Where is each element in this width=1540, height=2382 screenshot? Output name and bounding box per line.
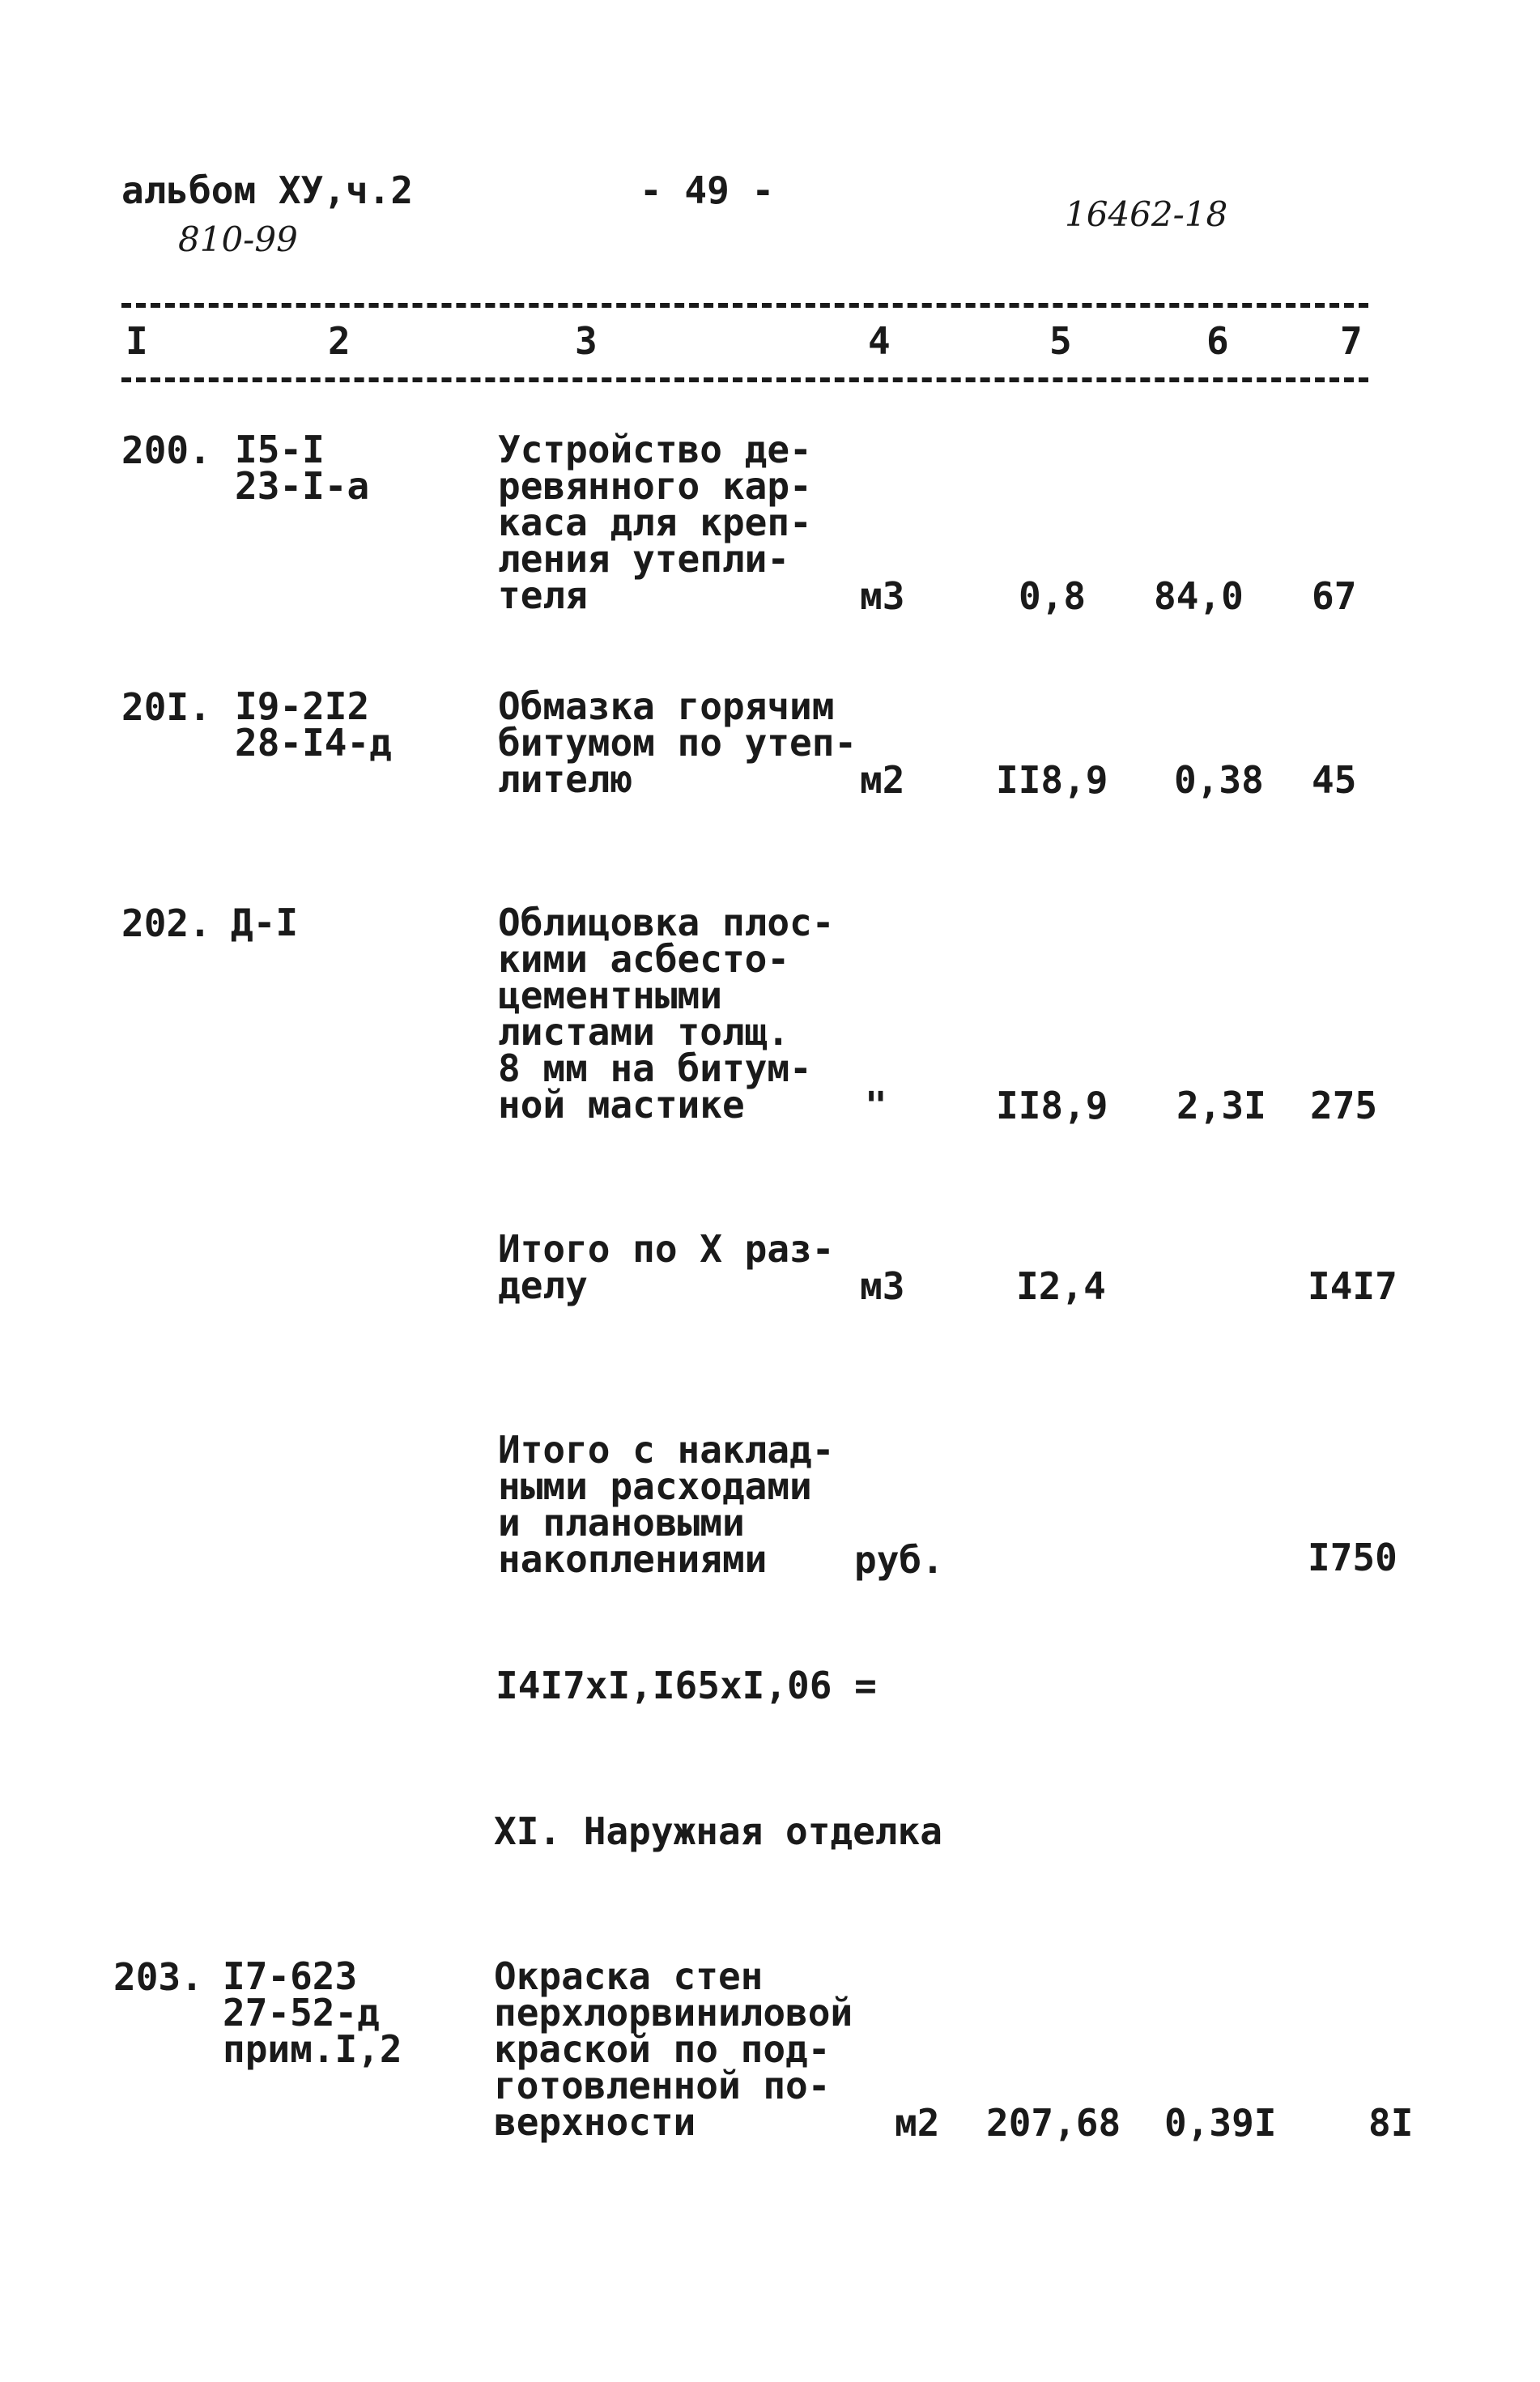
row-unit-price: 0,39I <box>1164 2101 1277 2145</box>
column-header-4: 4 <box>868 319 891 363</box>
row-codes: Д-I <box>231 901 299 944</box>
column-header-1: I <box>125 319 148 363</box>
row-quantity: II8,9 <box>996 758 1108 802</box>
row-total: 67 <box>1312 574 1357 618</box>
overhead-unit: руб. <box>854 1538 944 1582</box>
album-reference: альбом ХУ,ч.2 <box>121 168 414 212</box>
subtotal-description: Итого по X раз- делу <box>498 1227 835 1307</box>
row-unit-ditto: " <box>865 1084 887 1127</box>
handwritten-note-right: 16462-18 <box>1065 194 1228 234</box>
calculation-formula: I4I7xI,I65xI,06 = <box>496 1664 877 1707</box>
row-codes: I5-I 23-I-а <box>235 428 370 508</box>
column-header-2: 2 <box>328 319 351 363</box>
row-unit-price: 84,0 <box>1154 574 1244 618</box>
column-header-6: 6 <box>1206 319 1229 363</box>
row-total: 8I <box>1368 2101 1414 2145</box>
row-total: 45 <box>1312 758 1357 802</box>
column-header-3: 3 <box>575 319 598 363</box>
subtotal-quantity: I2,4 <box>1016 1264 1106 1308</box>
section-title: XI. Наружная отделка <box>494 1809 942 1853</box>
column-header-5: 5 <box>1049 319 1072 363</box>
row-description: Обмазка горячим битумом по утеп- лителю <box>498 684 857 801</box>
page-number: - 49 - <box>640 168 775 212</box>
row-codes: I9-2I2 28-I4-д <box>235 684 392 765</box>
row-unit: м2 <box>860 758 905 802</box>
row-description: Устройство де- ревянного кар- каса для креп- ления утепли- теля <box>498 428 812 617</box>
row-number: 20I. <box>121 685 211 729</box>
row-quantity: 0,8 <box>1019 574 1087 618</box>
row-number: 200. <box>121 428 211 472</box>
overhead-description: Итого с наклад- ными расходами и плановыми накоплениями <box>498 1428 835 1581</box>
row-unit-price: 0,38 <box>1174 758 1264 802</box>
row-number: 203. <box>113 1955 203 1999</box>
overhead-total: I750 <box>1308 1536 1397 1579</box>
column-header-7: 7 <box>1340 319 1363 363</box>
row-number: 202. <box>121 901 211 945</box>
row-unit: м3 <box>860 574 905 618</box>
header-rule-bottom <box>121 377 1368 382</box>
row-quantity: II8,9 <box>996 1084 1108 1127</box>
row-total: 275 <box>1310 1084 1378 1127</box>
row-description: Облицовка плос- кими асбесто- цементными листами толщ. 8 мм на битум- ной мастике <box>498 901 835 1127</box>
header-rule-top <box>121 303 1368 308</box>
row-unit-price: 2,3I <box>1176 1084 1266 1127</box>
subtotal-total: I4I7 <box>1308 1264 1397 1308</box>
row-description: Окраска стен перхлорвиниловой краской по под- готовленной по- верхности <box>494 1954 853 2144</box>
subtotal-unit: м3 <box>860 1264 905 1308</box>
row-codes: I7-623 27-52-д прим.I,2 <box>223 1954 402 2071</box>
handwritten-note-left: 810-99 <box>178 219 298 259</box>
row-unit: м2 <box>895 2101 940 2145</box>
row-quantity: 207,68 <box>986 2101 1121 2145</box>
